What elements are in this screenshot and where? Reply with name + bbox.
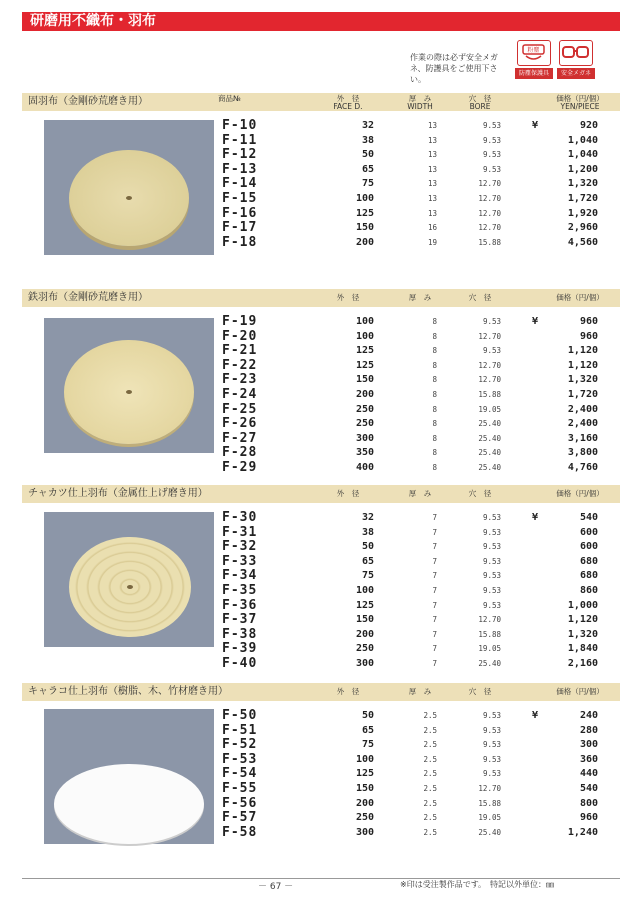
bore-value: 19.05 xyxy=(478,404,501,414)
width-value: 8 xyxy=(432,448,437,458)
bore-value: 9.53 xyxy=(482,571,501,581)
col-code-header: 商品№ xyxy=(218,94,241,103)
width-value: 8 xyxy=(432,375,437,385)
product-code: F-23 xyxy=(222,372,258,388)
bore-value: 9.53 xyxy=(482,317,501,326)
product-code: F-28 xyxy=(222,445,258,461)
width-value: 16 xyxy=(427,223,437,233)
dust-mask-label: 防塵保護具 xyxy=(515,68,553,79)
table-row xyxy=(22,373,620,388)
table-row xyxy=(22,221,620,236)
price-value: 960 xyxy=(579,812,598,824)
bore-value: 9.53 xyxy=(482,150,501,160)
product-code: F-30 xyxy=(222,510,258,525)
col-price-header: 価格（円/個） xyxy=(556,293,604,302)
table-row xyxy=(22,724,620,739)
product-code: F-25 xyxy=(222,401,258,417)
bore-value: 15.88 xyxy=(478,629,501,639)
price-value: 1,240 xyxy=(567,826,598,838)
face-diameter: 32 xyxy=(361,512,374,523)
table-row xyxy=(22,767,620,782)
width-value: 2.5 xyxy=(423,827,437,837)
table-row xyxy=(22,417,620,432)
width-value: 8 xyxy=(432,433,437,443)
col-price-header: 価格（円/個） xyxy=(556,687,604,696)
page-number: － 67 － xyxy=(258,882,294,892)
bore-value: 9.53 xyxy=(482,725,501,735)
table-row xyxy=(22,119,620,134)
face-diameter: 125 xyxy=(355,359,374,371)
price-value: 1,040 xyxy=(567,134,598,146)
price-value: 960 xyxy=(579,330,598,342)
col-face-header: 外 径 xyxy=(336,687,360,696)
product-code: F-24 xyxy=(222,387,258,402)
width-value: 7 xyxy=(432,556,437,566)
width-value: 8 xyxy=(432,317,437,326)
table-row xyxy=(22,177,620,192)
table-row xyxy=(22,826,620,841)
table-row xyxy=(22,330,620,345)
table-row xyxy=(22,192,620,207)
table-row xyxy=(22,207,620,222)
table-row xyxy=(22,388,620,403)
bore-value: 19.05 xyxy=(478,644,501,654)
table-row xyxy=(22,432,620,447)
table-row xyxy=(22,657,620,672)
product-code: F-11 xyxy=(222,132,258,148)
table-row xyxy=(22,642,620,657)
product-code: F-52 xyxy=(222,737,258,753)
price-value: 1,120 xyxy=(567,359,598,371)
safety-glasses-badge xyxy=(557,40,595,80)
section-title: 鉄羽布（金剛砂荒磨き用） xyxy=(28,292,148,303)
price-value: 4,760 xyxy=(567,462,598,473)
yen-symbol: ¥ xyxy=(532,512,539,523)
price-value: 1,840 xyxy=(567,643,598,655)
width-value: 2.5 xyxy=(423,725,437,735)
price-value: 240 xyxy=(579,710,598,721)
width-value: 7 xyxy=(432,659,437,668)
face-diameter: 150 xyxy=(355,783,374,794)
face-diameter: 100 xyxy=(355,330,374,342)
table-row xyxy=(22,526,620,541)
product-code: F-18 xyxy=(222,234,258,250)
table-row xyxy=(22,511,620,526)
bore-value: 9.53 xyxy=(482,513,501,522)
face-diameter: 125 xyxy=(355,599,374,611)
face-diameter: 65 xyxy=(361,724,374,736)
price-value: 540 xyxy=(579,783,598,794)
face-diameter: 200 xyxy=(355,389,374,400)
product-code: F-20 xyxy=(222,328,258,344)
width-value: 2.5 xyxy=(423,711,437,720)
width-value: 7 xyxy=(432,542,437,552)
table-row xyxy=(22,555,620,570)
price-value: 600 xyxy=(579,526,598,538)
col-bore-header xyxy=(455,95,505,111)
price-value: 3,800 xyxy=(567,447,598,459)
yen-symbol: ¥ xyxy=(532,120,539,131)
face-diameter: 300 xyxy=(355,826,374,838)
table-row xyxy=(22,599,620,614)
width-value: 13 xyxy=(427,135,437,145)
price-value: 2,400 xyxy=(567,403,598,415)
bore-value: 15.88 xyxy=(478,798,501,808)
width-value: 7 xyxy=(432,586,437,595)
price-value: 600 xyxy=(579,541,598,553)
price-value: 680 xyxy=(579,570,598,582)
product-code: F-32 xyxy=(222,539,258,555)
col-face-header: 外 径 xyxy=(336,489,360,498)
bore-value: 25.40 xyxy=(478,463,501,472)
width-value: 13 xyxy=(427,150,437,160)
yen-symbol: ¥ xyxy=(532,316,539,327)
bore-value: 9.53 xyxy=(482,754,501,764)
table-row xyxy=(22,613,620,628)
product-code: F-51 xyxy=(222,722,258,738)
price-value: 1,720 xyxy=(567,389,598,400)
width-value: 8 xyxy=(432,463,437,472)
table-row xyxy=(22,163,620,178)
product-code: F-38 xyxy=(222,626,258,642)
product-code: F-27 xyxy=(222,430,258,446)
product-code: F-36 xyxy=(222,597,258,613)
width-value: 13 xyxy=(427,121,437,130)
table-row xyxy=(22,628,620,643)
face-diameter: 300 xyxy=(355,658,374,669)
section-title: キャラコ仕上羽布（樹脂、木、竹材磨き用） xyxy=(28,686,228,697)
face-diameter: 200 xyxy=(355,797,374,809)
col-face-header xyxy=(318,95,378,111)
face-diameter: 350 xyxy=(355,447,374,459)
width-value: 2.5 xyxy=(423,813,437,823)
width-value: 8 xyxy=(432,404,437,414)
section-header xyxy=(22,289,620,307)
width-value: 7 xyxy=(432,600,437,610)
col-face-ja: 外 径 xyxy=(336,94,360,103)
product-code: F-16 xyxy=(222,205,258,221)
table-row xyxy=(22,315,620,330)
table-row xyxy=(22,446,620,461)
price-value: 280 xyxy=(579,724,598,736)
face-diameter: 400 xyxy=(355,462,374,473)
width-value: 7 xyxy=(432,644,437,654)
product-code: F-19 xyxy=(222,314,258,329)
col-width-header: 厚 み xyxy=(408,489,432,498)
col-width-ja: 厚 み xyxy=(408,94,432,103)
width-value: 13 xyxy=(427,164,437,174)
face-diameter: 38 xyxy=(361,134,374,146)
width-value: 8 xyxy=(432,346,437,356)
bore-value: 25.40 xyxy=(478,419,501,429)
price-value: 300 xyxy=(579,739,598,751)
face-diameter: 250 xyxy=(355,643,374,655)
face-diameter: 300 xyxy=(355,432,374,444)
bore-value: 12.70 xyxy=(478,360,501,370)
product-code: F-22 xyxy=(222,357,258,373)
product-code: F-37 xyxy=(222,612,258,628)
price-value: 1,320 xyxy=(567,374,598,386)
width-value: 2.5 xyxy=(423,769,437,779)
bore-value: 9.53 xyxy=(482,769,501,779)
table-row xyxy=(22,709,620,724)
product-code: F-12 xyxy=(222,147,258,163)
table-row xyxy=(22,753,620,768)
bore-value: 9.53 xyxy=(482,600,501,610)
face-diameter: 50 xyxy=(361,541,374,553)
bore-value: 12.70 xyxy=(478,223,501,233)
product-code: F-13 xyxy=(222,161,258,177)
face-diameter: 65 xyxy=(361,555,374,567)
width-value: 13 xyxy=(427,194,437,203)
product-code: F-56 xyxy=(222,795,258,811)
price-value: 680 xyxy=(579,555,598,567)
bore-value: 15.88 xyxy=(478,390,501,399)
col-width-header: 厚 み xyxy=(408,687,432,696)
bore-value: 15.88 xyxy=(478,237,501,247)
bore-value: 9.53 xyxy=(482,121,501,130)
face-diameter: 150 xyxy=(355,374,374,386)
col-width-en: WIDTH xyxy=(407,102,433,111)
table-row xyxy=(22,540,620,555)
price-value: 440 xyxy=(579,768,598,780)
table-row xyxy=(22,148,620,163)
bore-value: 9.53 xyxy=(482,586,501,595)
footer-note: ※印は受注製作品です。 特記以外単位：㎜ xyxy=(400,880,555,889)
price-value: 540 xyxy=(579,512,598,523)
face-diameter: 150 xyxy=(355,222,374,234)
section-header xyxy=(22,93,620,111)
product-code: F-50 xyxy=(222,708,258,723)
col-width-header xyxy=(395,95,445,111)
col-face-header: 外 径 xyxy=(336,293,360,302)
bore-value: 12.70 xyxy=(478,331,501,341)
col-face-en: FACE D. xyxy=(333,102,363,111)
width-value: 7 xyxy=(432,527,437,537)
product-code: F-21 xyxy=(222,343,258,359)
price-value: 2,960 xyxy=(567,222,598,234)
price-value: 1,200 xyxy=(567,163,598,175)
face-diameter: 75 xyxy=(361,178,374,190)
page-title: 研磨用不織布・羽布 xyxy=(30,13,156,29)
col-price-header: 価格（円/個） xyxy=(556,489,604,498)
width-value: 13 xyxy=(427,208,437,218)
bore-value: 25.40 xyxy=(478,827,501,837)
width-value: 8 xyxy=(432,360,437,370)
face-diameter: 125 xyxy=(355,345,374,357)
product-code: F-40 xyxy=(222,656,258,671)
safety-glasses-label: 安全メガネ xyxy=(557,68,595,79)
goggles-icon xyxy=(559,40,593,66)
price-value: 860 xyxy=(579,585,598,596)
col-width-header: 厚 み xyxy=(408,293,432,302)
price-value: 360 xyxy=(579,753,598,765)
dust-mask-badge xyxy=(515,40,553,80)
width-value: 2.5 xyxy=(423,784,437,793)
width-value: 8 xyxy=(432,331,437,341)
face-diameter: 100 xyxy=(355,316,374,327)
product-code: F-58 xyxy=(222,824,258,840)
yen-symbol: ¥ xyxy=(532,710,539,721)
bore-value: 25.40 xyxy=(478,448,501,458)
table-row xyxy=(22,461,620,476)
table-row xyxy=(22,359,620,374)
bore-value: 12.70 xyxy=(478,784,501,793)
safety-notice: 作業の際は必ず安全メガネ、防護具をご使用下さい。 xyxy=(410,53,498,84)
product-code: F-31 xyxy=(222,524,258,540)
face-diameter: 75 xyxy=(361,739,374,751)
face-diameter: 100 xyxy=(355,585,374,596)
product-code: F-35 xyxy=(222,583,258,598)
badge-sub-text: 粉塵 xyxy=(527,47,540,54)
table-row xyxy=(22,584,620,599)
width-value: 2.5 xyxy=(423,754,437,764)
section-title: チャカツ仕上羽布（金属仕上げ磨き用） xyxy=(28,488,208,499)
bore-value: 12.70 xyxy=(478,375,501,385)
page-title-bar xyxy=(22,12,620,31)
face-diameter: 50 xyxy=(361,710,374,721)
table-row xyxy=(22,569,620,584)
bore-value: 9.53 xyxy=(482,164,501,174)
face-diameter: 150 xyxy=(355,614,374,626)
product-code: F-10 xyxy=(222,118,258,133)
product-code: F-34 xyxy=(222,568,258,584)
product-code: F-39 xyxy=(222,641,258,657)
price-value: 800 xyxy=(579,797,598,809)
face-diameter: 200 xyxy=(355,628,374,640)
product-code: F-53 xyxy=(222,751,258,767)
bore-value: 9.53 xyxy=(482,556,501,566)
face-diameter: 250 xyxy=(355,403,374,415)
face-diameter: 65 xyxy=(361,163,374,175)
bore-value: 25.40 xyxy=(478,433,501,443)
table-row xyxy=(22,797,620,812)
face-diameter: 100 xyxy=(355,753,374,765)
bore-value: 9.53 xyxy=(482,527,501,537)
col-price-header xyxy=(542,95,618,111)
price-value: 1,920 xyxy=(567,207,598,219)
table-row xyxy=(22,811,620,826)
col-price-ja: 価格（円/個） xyxy=(556,94,604,103)
mask-icon xyxy=(517,40,551,66)
width-value: 7 xyxy=(432,629,437,639)
width-value: 19 xyxy=(427,237,437,247)
bore-value: 12.70 xyxy=(478,208,501,218)
bore-value: 9.53 xyxy=(482,346,501,356)
product-code: F-57 xyxy=(222,810,258,826)
col-bore-ja: 穴 径 xyxy=(468,94,492,103)
col-bore-en: BORE xyxy=(469,102,491,111)
price-value: 960 xyxy=(579,316,598,327)
price-value: 1,120 xyxy=(567,614,598,626)
product-code: F-55 xyxy=(222,781,258,796)
width-value: 7 xyxy=(432,571,437,581)
bore-value: 12.70 xyxy=(478,615,501,625)
product-code: F-15 xyxy=(222,191,258,206)
bore-value: 25.40 xyxy=(478,659,501,668)
section-header xyxy=(22,485,620,503)
price-value: 1,040 xyxy=(567,149,598,161)
bore-value: 9.53 xyxy=(482,135,501,145)
product-code: F-26 xyxy=(222,416,258,432)
col-bore-header: 穴 径 xyxy=(468,687,492,696)
section-title: 固羽布（金剛砂荒磨き用） xyxy=(28,96,148,107)
price-value: 4,560 xyxy=(567,236,598,248)
bore-value: 9.53 xyxy=(482,740,501,750)
price-value: 1,000 xyxy=(567,599,598,611)
bore-value: 19.05 xyxy=(478,813,501,823)
width-value: 7 xyxy=(432,615,437,625)
face-diameter: 125 xyxy=(355,768,374,780)
bore-value: 9.53 xyxy=(482,542,501,552)
price-value: 1,320 xyxy=(567,628,598,640)
price-value: 1,720 xyxy=(567,193,598,204)
table-row xyxy=(22,344,620,359)
price-value: 2,160 xyxy=(567,658,598,669)
face-diameter: 32 xyxy=(361,120,374,131)
face-diameter: 75 xyxy=(361,570,374,582)
price-value: 2,400 xyxy=(567,418,598,430)
width-value: 8 xyxy=(432,390,437,399)
price-value: 920 xyxy=(579,120,598,131)
col-bore-header: 穴 径 xyxy=(468,293,492,302)
width-value: 2.5 xyxy=(423,798,437,808)
width-value: 7 xyxy=(432,513,437,522)
product-code: F-29 xyxy=(222,460,258,475)
face-diameter: 125 xyxy=(355,207,374,219)
face-diameter: 250 xyxy=(355,418,374,430)
bore-value: 12.70 xyxy=(478,194,501,203)
bore-value: 9.53 xyxy=(482,711,501,720)
price-value: 3,160 xyxy=(567,432,598,444)
table-row xyxy=(22,236,620,251)
table-row xyxy=(22,738,620,753)
section-header xyxy=(22,683,620,701)
face-diameter: 50 xyxy=(361,149,374,161)
product-code: F-14 xyxy=(222,176,258,192)
price-value: 1,120 xyxy=(567,345,598,357)
product-code: F-33 xyxy=(222,553,258,569)
table-row xyxy=(22,134,620,149)
face-diameter: 100 xyxy=(355,193,374,204)
face-diameter: 200 xyxy=(355,236,374,248)
price-value: 1,320 xyxy=(567,178,598,190)
face-diameter: 38 xyxy=(361,526,374,538)
bore-value: 12.70 xyxy=(478,179,501,189)
face-diameter: 250 xyxy=(355,812,374,824)
table-row xyxy=(22,782,620,797)
product-code: F-17 xyxy=(222,220,258,236)
col-bore-header: 穴 径 xyxy=(468,489,492,498)
width-value: 13 xyxy=(427,179,437,189)
table-row xyxy=(22,403,620,418)
col-price-en: YEN/PIECE xyxy=(560,102,600,111)
width-value: 2.5 xyxy=(423,740,437,750)
product-code: F-54 xyxy=(222,766,258,782)
width-value: 8 xyxy=(432,419,437,429)
